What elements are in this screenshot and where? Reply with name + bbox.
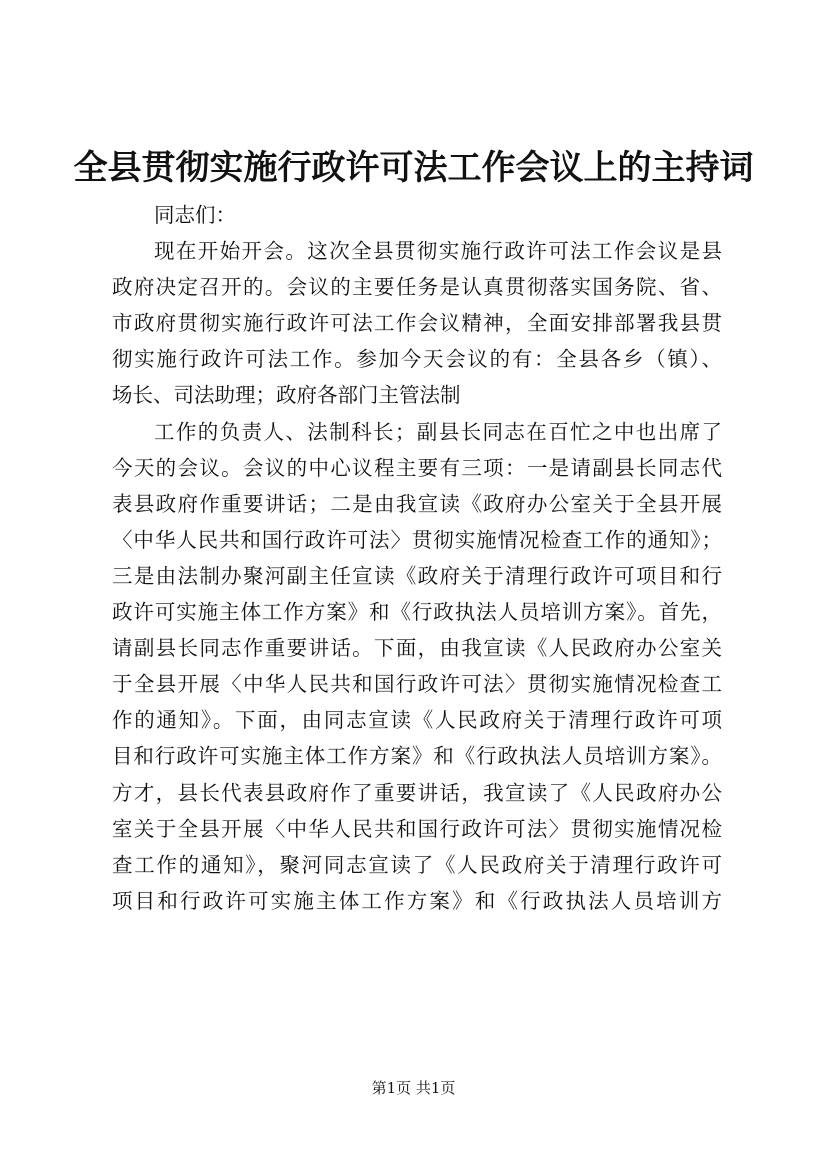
salutation: 同志们： [154, 203, 236, 227]
body-line: 作的通知》。下面，由同志宣读《人民政府关于清理行政许可项 [112, 708, 722, 733]
body-line: 方才，县长代表县政府作了重要讲话，我宣读了《人民政府办公 [112, 780, 722, 805]
body-line: 表县政府作重要讲话；二是由我宣读《政府办公室关于全县开展 [112, 491, 722, 516]
body-line: 彻实施行政许可法工作。参加今天会议的有：全县各乡（镇）、 [112, 347, 722, 372]
body-line: 场长、司法助理；政府各部门主管法制 [112, 383, 461, 408]
body-line: 查工作的通知》，聚河同志宣读了《人民政府关于清理行政许可 [112, 852, 722, 877]
page-number-footer: 第1页 共1页 [371, 1079, 456, 1097]
body-line: 请副县长同志作重要讲话。下面，由我宣读《人民政府办公室关 [112, 636, 722, 661]
body-line: 政府决定召开的。会议的主要任务是认真贯彻落实国务院、省、 [112, 275, 722, 300]
document-title: 全县贯彻实施行政许可法工作会议上的主持词 [73, 148, 754, 188]
body-line: 三是由法制办聚河副主任宣读《政府关于清理行政许可项目和行 [112, 563, 722, 588]
document-body [112, 197, 722, 919]
body-line: 〈中华人民共和国行政许可法〉贯彻实施情况检查工作的通知》； [112, 527, 722, 552]
body-line: 项目和行政许可实施主体工作方案》和《行政执法人员培训方 [112, 888, 722, 913]
body-line: 市政府贯彻实施行政许可法工作会议精神，全面安排部署我县贯 [112, 311, 722, 336]
body-line: 今天的会议。会议的中心议程主要有三项：一是请副县长同志代 [112, 455, 722, 480]
body-line: 室关于全县开展〈中华人民共和国行政许可法〉贯彻实施情况检 [112, 816, 722, 841]
body-line: 现在开始开会。这次全县贯彻实施行政许可法工作会议是县 [154, 239, 722, 264]
body-line: 工作的负责人、法制科长；副县长同志在百忙之中也出席了 [154, 419, 722, 444]
body-line: 政许可实施主体工作方案》和《行政执法人员培训方案》。首先， [112, 600, 722, 625]
body-line: 目和行政许可实施主体工作方案》和《行政执法人员培训方案》。 [112, 744, 722, 769]
body-line: 于全县开展〈中华人民共和国行政许可法〉贯彻实施情况检查工 [112, 672, 722, 697]
